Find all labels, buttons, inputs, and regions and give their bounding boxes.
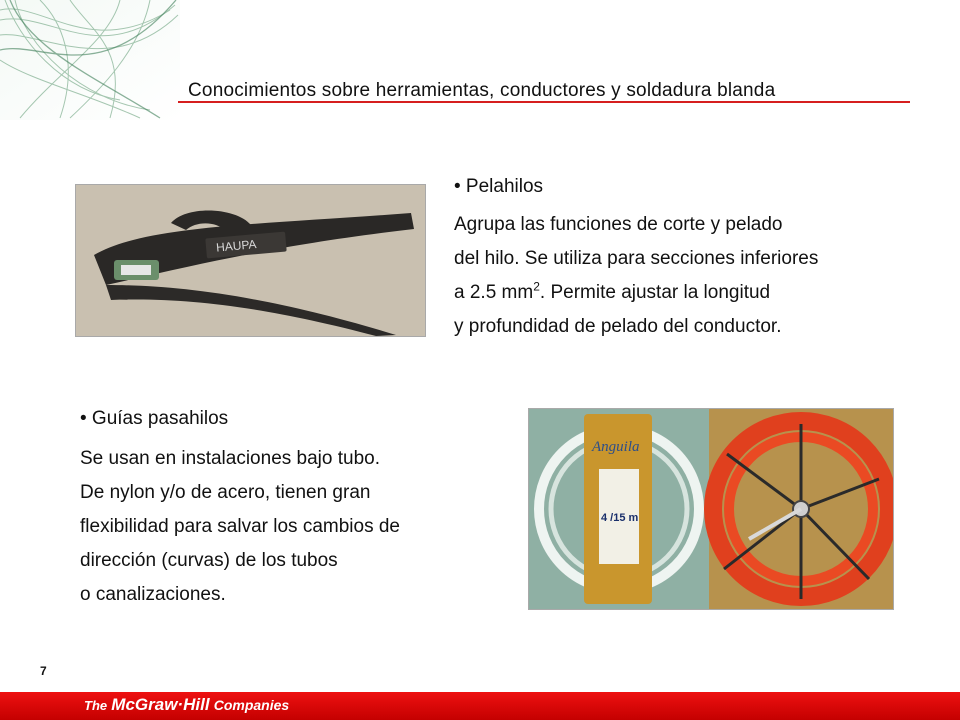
footer-bar xyxy=(0,692,960,720)
pelahilos-line: Agrupa las funciones de corte y pelado xyxy=(454,214,783,235)
wire-guides-photo xyxy=(528,408,894,610)
wire-stripper-illustration xyxy=(76,185,425,336)
superscript-2: 2 xyxy=(533,279,540,294)
wire-stripper-brand: HAUPA xyxy=(215,237,258,255)
pelahilos-line xyxy=(454,276,818,310)
page-number: 7 xyxy=(40,664,47,678)
wire-guides-size: 4 /15 m xyxy=(601,512,639,524)
wire-guides-brand: Anguila xyxy=(592,439,640,455)
pelahilos-line: del hilo. Se utiliza para secciones inferiores xyxy=(454,248,819,269)
logo-mcgrawhill: McGraw·Hill xyxy=(111,695,210,714)
guias-heading: • Guías pasahilos xyxy=(80,408,229,429)
logo-companies: Companies xyxy=(213,697,290,713)
logo-the: The xyxy=(84,698,108,713)
title-underline xyxy=(178,101,910,103)
pelahilos-line: y profundidad de pelado del conductor. xyxy=(454,316,782,337)
guias-line: o canalizaciones. xyxy=(80,584,226,605)
guias-body xyxy=(80,442,400,612)
pelahilos-heading: • Pelahilos xyxy=(454,176,544,197)
guias-line: Se usan en instalaciones bajo tubo. xyxy=(80,448,380,469)
guias-line: flexibilidad para salvar los cambios de xyxy=(80,516,400,537)
wire-stripper-photo xyxy=(75,184,426,337)
pelahilos-line3-post: . Permite ajustar la longitud xyxy=(539,282,771,303)
publisher-logo xyxy=(84,695,289,715)
guias-line: De nylon y/o de acero, tienen gran xyxy=(80,482,371,503)
decorative-swirl xyxy=(0,0,180,120)
wire-guides-illustration xyxy=(529,409,893,609)
page-title: Conocimientos sobre herramientas, conductores y soldadura blanda xyxy=(188,80,776,101)
pelahilos-line3-pre: a 2.5 mm xyxy=(454,282,534,303)
pelahilos-body xyxy=(454,208,818,344)
guias-line: dirección (curvas) de los tubos xyxy=(80,550,338,571)
